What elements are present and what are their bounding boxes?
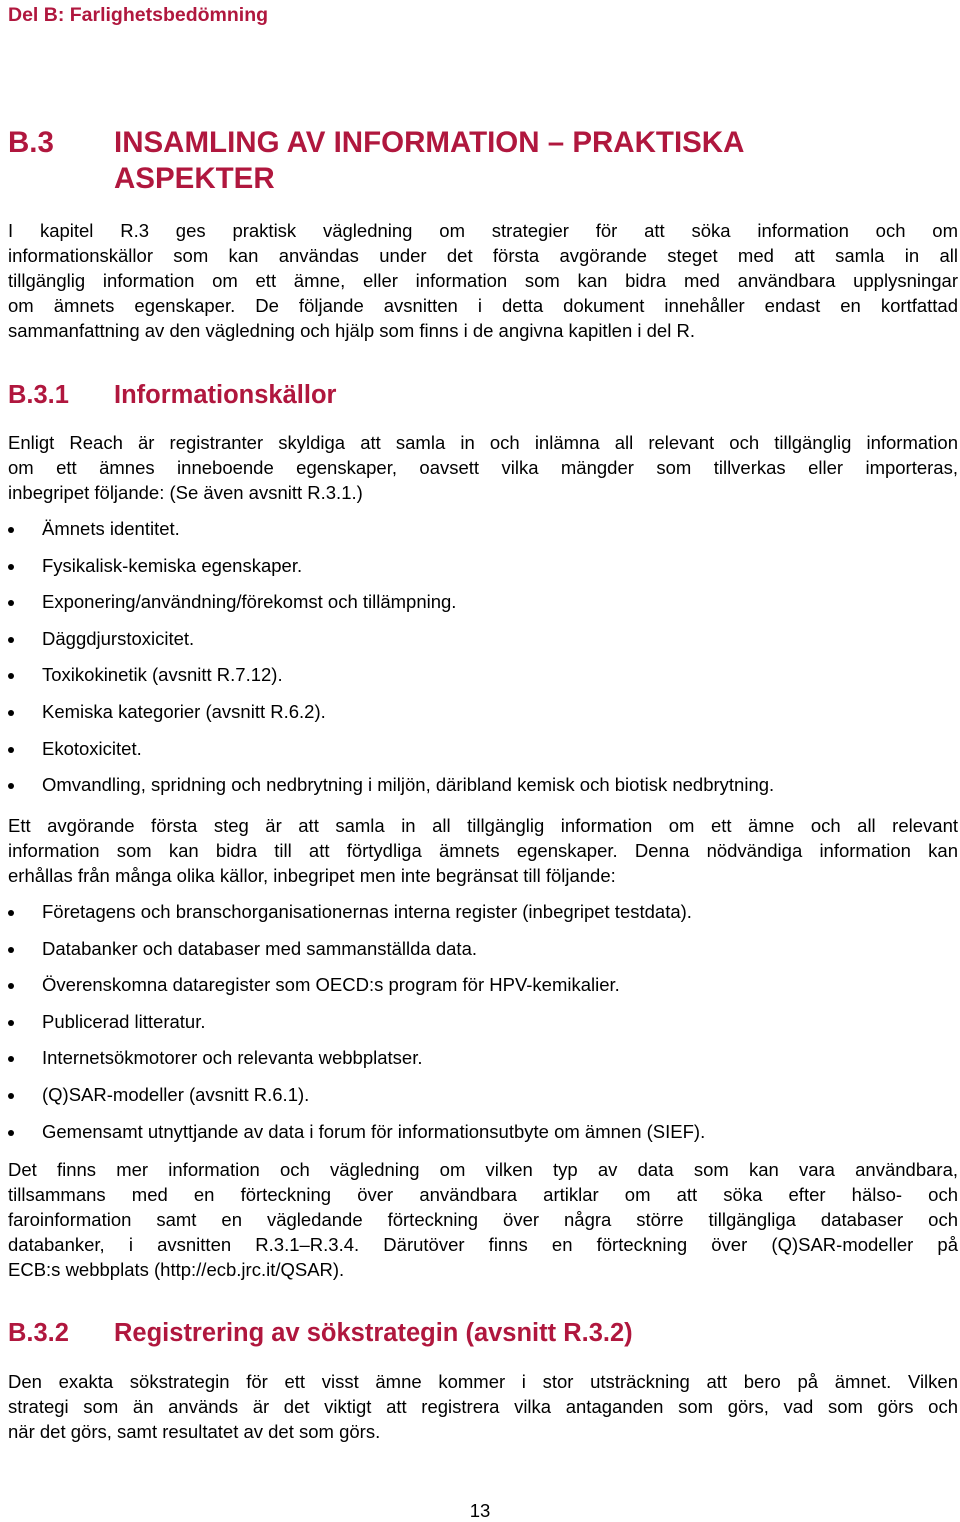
list-item-text: Omvandling, spridning och nedbrytning i miljön, däribland kemisk och biotisk nedbrytning. <box>42 774 775 796</box>
subsection-number: B.3.1 <box>8 381 69 409</box>
bullet-icon <box>8 710 14 716</box>
more-info-paragraph <box>8 1157 958 1282</box>
search-strategy-paragraph <box>8 1369 958 1444</box>
list-item-text: Kemiska kategorier (avsnitt R.6.2). <box>42 700 326 722</box>
paragraph-line: erhållas från många olika källor, inbegripet men inte begränsat till följande: <box>8 865 616 886</box>
bullet-icon <box>8 527 14 533</box>
list-item-text: Publicerad litteratur. <box>42 1010 206 1032</box>
paragraph-line: tillsammans med en förteckning över användbara artiklar om att söka efter hälso- och <box>8 1184 958 1205</box>
paragraph-line: ECB:s webbplats (http://ecb.jrc.it/QSAR). <box>8 1259 345 1280</box>
list-item <box>8 937 958 974</box>
list-item-text: Ämnets identitet. <box>42 518 180 539</box>
paragraph-line: Den exakta sökstrategin för ett visst ämne kommer i stor utsträckning att bero på ämnet. Vilken <box>8 1371 958 1392</box>
list-item-text: Databanker och databaser med sammanställda data. <box>42 937 478 959</box>
list-item <box>8 900 958 937</box>
bullet-icon <box>8 783 14 789</box>
section-title <box>114 125 894 197</box>
paragraph-line: Det finns mer information och vägledning om vilken typ av data som kan vara användbara, <box>8 1159 958 1180</box>
list-item-text: Ekotoxicitet. <box>42 737 142 759</box>
paragraph-line: när det görs, samt resultatet av det som görs. <box>8 1421 381 1442</box>
page-number: 13 <box>469 1500 491 1521</box>
running-header: Del B: Farlighetsbedömning <box>8 4 269 26</box>
subsection-title: Registrering av sökstrategin (avsnitt R.3.2) <box>114 1319 633 1347</box>
list-item <box>8 590 958 627</box>
subsection-title: Informationskällor <box>114 381 337 409</box>
list-item <box>8 737 958 774</box>
paragraph-line: om ämnets egenskaper. De följande avsnitten i detta dokument innehåller endast en kortfattad <box>8 295 958 316</box>
paragraph-line: information som kan bidra till att förtydliga ämnets egenskaper. Denna nödvändiga information kan <box>8 840 958 861</box>
list-item-text: Fysikalisk-kemiska egenskaper. <box>42 554 303 576</box>
paragraph-line: faroinformation samt en vägledande förteckning över några större tillgängliga databaser och <box>8 1209 958 1230</box>
subsection-number: B.3.2 <box>8 1319 69 1347</box>
bullet-icon <box>8 1056 14 1062</box>
list-item-text: Däggdjurstoxicitet. <box>42 627 195 649</box>
bullet-icon <box>8 983 14 989</box>
paragraph-line: Enligt Reach är registranter skyldiga att samla in och inlämna all relevant och tillgänglig information <box>8 432 958 453</box>
paragraph-line: strategi som än används är det viktigt att registrera vilka antaganden som görs, vad som görs och <box>8 1396 958 1417</box>
section-title-line: ASPEKTER <box>114 162 275 195</box>
paragraph-line: tillgänglig information om ett ämne, eller information som kan bidra med användbara upplysningar <box>8 270 958 291</box>
list-item-text: Gemensamt utnyttjande av data i forum för informationsutbyte om ämnen (SIEF). <box>42 1120 706 1142</box>
section-title-line: INSAMLING AV INFORMATION – PRAKTISKA <box>114 126 745 159</box>
bullet-icon <box>8 564 14 570</box>
paragraph-line: om ett ämnes inneboende egenskaper, oavsett vilka mängder som tillverkas eller importeras, <box>8 457 958 478</box>
list-item <box>8 1046 958 1083</box>
list-item-text: Företagens och branschorganisationernas interna register (inbegripet testdata). <box>42 901 692 922</box>
bullet-icon <box>8 637 14 643</box>
bullet-icon <box>8 673 14 679</box>
bullet-icon <box>8 947 14 953</box>
property-list <box>8 517 958 810</box>
paragraph-line: databanker, i avsnitten R.3.1–R.3.4. Därutöver finns en förteckning över (Q)SAR-modeller på <box>8 1234 958 1255</box>
list-item <box>8 517 958 554</box>
list-item <box>8 663 958 700</box>
sources-paragraph <box>8 813 958 888</box>
paragraph-line: informationskällor som kan användas under det första avgörande steget med att samla in all <box>8 245 958 266</box>
bullet-icon <box>8 600 14 606</box>
list-item <box>8 554 958 591</box>
list-item <box>8 773 958 810</box>
bullet-icon <box>8 747 14 753</box>
bullet-icon <box>8 1093 14 1099</box>
paragraph-line: I kapitel R.3 ges praktisk vägledning om strategier för att söka information och om <box>8 220 958 241</box>
list-item-text: Överenskomna dataregister som OECD:s program för HPV-kemikalier. <box>42 974 620 996</box>
bullet-icon <box>8 1020 14 1026</box>
list-item-text: (Q)SAR-modeller (avsnitt R.6.1). <box>42 1083 310 1105</box>
source-list <box>8 900 958 1156</box>
list-item <box>8 700 958 737</box>
paragraph-line: inbegripet följande: (Se även avsnitt R.3.1.) <box>8 482 363 503</box>
list-item <box>8 1083 958 1120</box>
reach-paragraph <box>8 430 958 505</box>
list-item-text: Exponering/användning/förekomst och tillämpning. <box>42 591 457 613</box>
list-item <box>8 1120 958 1157</box>
list-item <box>8 1010 958 1047</box>
list-item <box>8 627 958 664</box>
list-item <box>8 973 958 1010</box>
intro-paragraph <box>8 218 958 343</box>
bullet-icon <box>8 910 14 916</box>
list-item-text: Toxikokinetik (avsnitt R.7.12). <box>42 664 283 686</box>
paragraph-line: sammanfattning av den vägledning och hjälp som finns i de angivna kapitlen i del R. <box>8 320 695 341</box>
section-number: B.3 <box>8 126 54 159</box>
paragraph-line: Ett avgörande första steg är att samla in all tillgänglig information om ett ämne och all relevant <box>8 815 958 836</box>
bullet-icon <box>8 1130 14 1136</box>
list-item-text: Internetsökmotorer och relevanta webbplatser. <box>42 1047 423 1069</box>
